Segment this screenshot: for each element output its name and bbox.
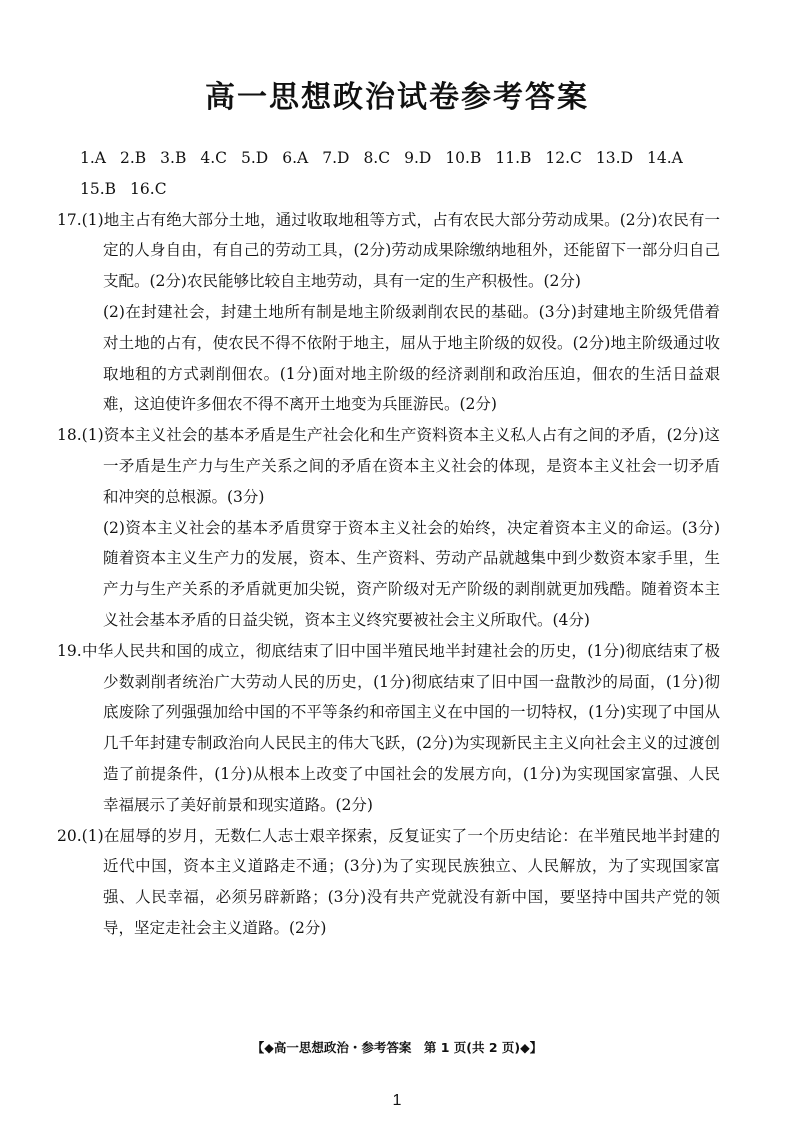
choice-answer: 16.C <box>130 179 167 198</box>
question-19 <box>57 636 720 821</box>
choice-answers <box>80 143 720 205</box>
page-title: 高一思想政治试卷参考答案 <box>205 80 589 115</box>
choice-answer: 13.D <box>595 149 633 167</box>
answer-text: 中华人民共和国的成立，彻底结束了旧中国半殖民地半封建社会的历史，(1分)彻底结束了极少数剥削者统治广大劳动人民的历史，(1分)彻底结束了旧中国一盘散沙的局面，(1分)彻底废除了列强强加给中国的不平等条约和帝国主义在中国的一切特权，(1分)实现了中国从几千年封建专制政治向人民民主的伟大飞跃，(2分)为实现新民主主义向社会主义的过渡创造了前提条件，(1分)从根本上改变了中国社会的发展方向，(1分)为实现国家富强、人民幸福展示了美好前景和现实道路。(2分) <box>81 641 720 814</box>
question-18 <box>57 420 720 512</box>
choice-answer: 5.D <box>241 149 269 167</box>
question-20 <box>57 821 720 944</box>
page-footer: 【◆高一思想政治・参考答案 第 1 页(共 2 页)◆】 <box>251 1040 543 1055</box>
question-number: 19. <box>57 641 82 660</box>
choice-answer: 14.A <box>647 149 683 167</box>
choice-answer: 10.B <box>445 149 482 167</box>
page-number: 1 <box>392 1092 402 1109</box>
choice-answer: 7.D <box>322 149 350 167</box>
choice-answer: 3.B <box>160 149 187 167</box>
question-17 <box>57 205 720 297</box>
choice-answer: 1.A <box>80 149 106 167</box>
answer-text: (1)在屈辱的岁月，无数仁人志士艰辛探索，反复证实了一个历史结论：在半殖民地半封建的近代中国，资本主义道路走不通；(3分)为了实现民族独立、人民解放，为了实现国家富强、人民幸福，必须另辟新路；(3分)没有共产党就没有新中国，要坚持中国共产党的领导，坚定走社会主义道路。(2分) <box>81 826 720 937</box>
choice-answer: 2.B <box>119 149 147 167</box>
choice-answer: 11.B <box>495 149 532 167</box>
answer-content <box>57 143 720 944</box>
answer-text: (1)资本主义社会的基本矛盾是生产社会化和生产资料资本主义私人占有之间的矛盾，(2分)这一矛盾是生产力与生产关系之间的矛盾在资本主义社会的体现，是资本主义社会一切矛盾和冲突的总根源。(3分) <box>81 426 720 506</box>
choice-answer: 9.D <box>404 149 432 167</box>
answer-subpart: (2)资本主义社会的基本矛盾贯穿于资本主义社会的始终，决定着资本主义的命运。(3分)随着资本主义生产力的发展，资本、生产资料、劳动产品就越集中到少数资本家手里，生产力与生产关系的矛盾就更加尖锐，资产阶级对无产阶级的剥削就更加残酷。随着资本主义社会基本矛盾的日益尖锐，资本主义终究要被社会主义所取代。(4分) <box>103 518 720 629</box>
question-number: 20. <box>57 826 82 845</box>
choice-answer: 12.C <box>545 149 582 167</box>
answer-text: (1)地主占有绝大部分土地，通过收取地租等方式，占有农民大部分劳动成果。(2分)农民有一定的人身自由，有自己的劳动工具，(2分)劳动成果除缴纳地租外，还能留下一部分归自己支配。(2分)农民能够比较自主地劳动，具有一定的生产积极性。(2分) <box>81 210 720 291</box>
question-list <box>57 205 720 944</box>
choice-answer: 8.C <box>363 149 391 167</box>
choice-answer: 6.A <box>282 149 309 167</box>
question-number: 18. <box>57 426 82 445</box>
choice-answer: 15.B <box>80 179 117 198</box>
answer-subpart: (2)在封建社会，封建土地所有制是地主阶级剥削农民的基础。(3分)封建地主阶级凭借着对土地的占有，使农民不得不依附于地主，屈从于地主阶级的奴役。(2分)地主阶级通过收取地租的方式剥削佃农。(1分)面对地主阶级的经济剥削和政治压迫，佃农的生活日益艰难，这迫使许多佃农不得不离开土地变为兵匪游民。(2分) <box>103 302 720 414</box>
choice-answer: 4.C <box>200 149 228 167</box>
question-number: 17. <box>57 210 82 229</box>
